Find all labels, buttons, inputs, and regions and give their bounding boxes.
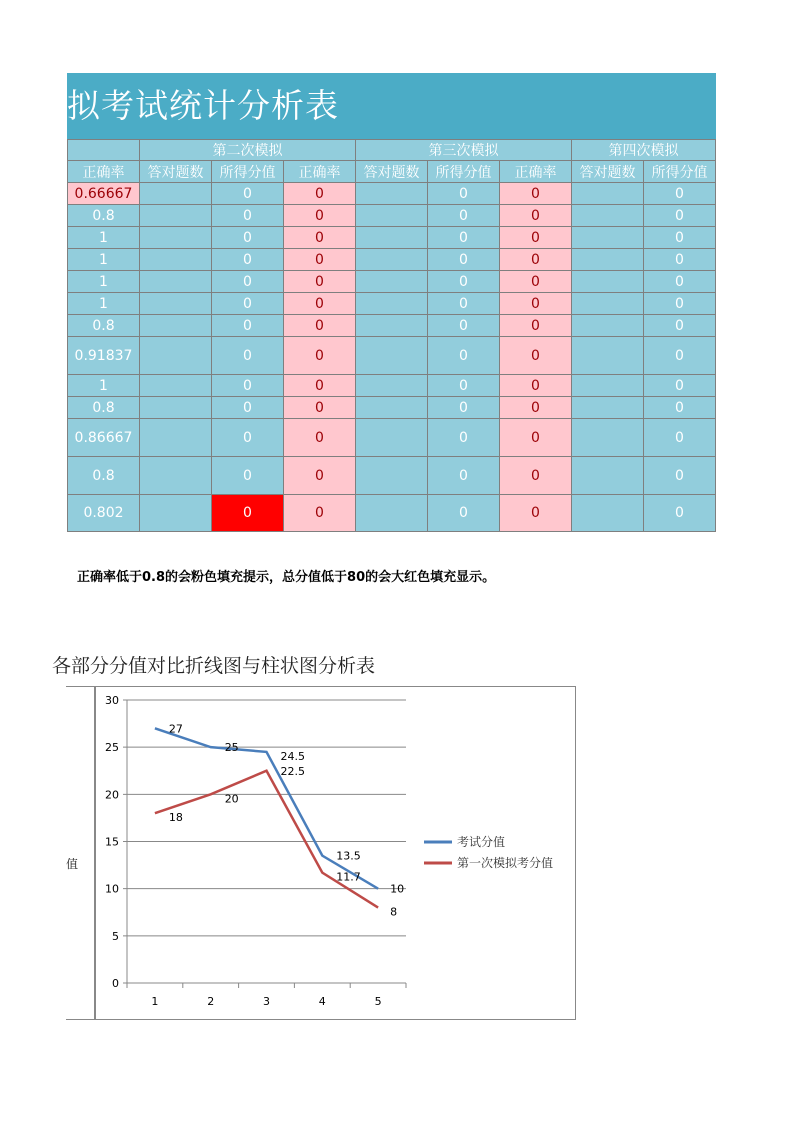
- score-cell[interactable]: 0: [428, 293, 500, 315]
- column-header[interactable]: 答对题数: [356, 161, 428, 183]
- y-tick-label: 20: [105, 788, 119, 802]
- column-header[interactable]: 所得分值: [212, 161, 284, 183]
- score-cell[interactable]: 0: [212, 397, 284, 419]
- rate-cell[interactable]: 0: [500, 457, 572, 495]
- data-label: 8: [390, 905, 398, 919]
- rate-cell[interactable]: 0: [500, 249, 572, 271]
- data-label: 13.5: [336, 849, 361, 863]
- rate-cell[interactable]: 0: [284, 315, 356, 337]
- data-label: 11.7: [336, 870, 361, 884]
- column-header[interactable]: 答对题数: [572, 161, 644, 183]
- score-cell[interactable]: 0: [212, 419, 284, 457]
- rate-cell[interactable]: 0.8: [68, 315, 140, 337]
- score-cell[interactable]: 0: [644, 397, 716, 419]
- rate-cell[interactable]: 0: [500, 183, 572, 205]
- rate-cell[interactable]: 0: [284, 227, 356, 249]
- x-tick-label: 1: [151, 995, 159, 1008]
- y-axis-label: 值: [66, 857, 79, 871]
- score-cell[interactable]: 0: [428, 249, 500, 271]
- score-cell[interactable]: 0: [212, 315, 284, 337]
- note-text: 正确率低于0.8的会粉色填充提示，总分值低于80的会大红色填充显示。: [77, 570, 496, 585]
- score-cell[interactable]: 0: [644, 271, 716, 293]
- score-cell[interactable]: 0: [644, 227, 716, 249]
- rate-cell[interactable]: 0: [500, 205, 572, 227]
- group-header[interactable]: 第四次模拟: [572, 140, 716, 161]
- rate-cell[interactable]: 0: [500, 375, 572, 397]
- rate-cell[interactable]: 0.86667: [68, 419, 140, 457]
- y-tick-label: 15: [105, 835, 119, 849]
- group-header[interactable]: 第二次模拟: [140, 140, 356, 161]
- data-label: 25: [224, 741, 239, 755]
- legend-label: 考试分值: [457, 835, 506, 849]
- score-cell[interactable]: 0: [644, 315, 716, 337]
- data-label: 24.5: [280, 749, 305, 763]
- series-line-1: [155, 771, 378, 908]
- score-cell[interactable]: 0: [428, 397, 500, 419]
- score-cell[interactable]: 0: [644, 495, 716, 532]
- column-header[interactable]: 正确率: [68, 161, 140, 183]
- rate-cell[interactable]: 0: [284, 249, 356, 271]
- rate-cell[interactable]: 1: [68, 227, 140, 249]
- x-tick-label: 3: [263, 995, 270, 1008]
- rate-cell[interactable]: 1: [68, 271, 140, 293]
- score-cell[interactable]: 0: [644, 457, 716, 495]
- x-tick-label: 5: [374, 995, 382, 1008]
- score-cell[interactable]: 0: [212, 271, 284, 293]
- score-cell[interactable]: 0: [428, 457, 500, 495]
- rate-cell[interactable]: 0: [500, 227, 572, 249]
- data-label: 20: [224, 792, 239, 806]
- column-header[interactable]: 所得分值: [644, 161, 716, 183]
- y-tick-label: 0: [112, 977, 119, 990]
- rate-cell[interactable]: 0: [500, 419, 572, 457]
- score-cell[interactable]: 0: [212, 249, 284, 271]
- score-cell[interactable]: 0: [644, 375, 716, 397]
- score-cell[interactable]: 0: [428, 227, 500, 249]
- score-cell[interactable]: 0: [212, 205, 284, 227]
- rate-cell[interactable]: 0: [284, 293, 356, 315]
- rate-cell[interactable]: 0.8: [68, 205, 140, 227]
- score-cell[interactable]: 0: [212, 227, 284, 249]
- group-header[interactable]: 第三次模拟: [356, 140, 572, 161]
- series-line-0: [155, 728, 378, 888]
- column-header[interactable]: 答对题数: [140, 161, 212, 183]
- column-header[interactable]: 所得分值: [428, 161, 500, 183]
- score-cell[interactable]: 0: [428, 183, 500, 205]
- column-header[interactable]: 正确率: [500, 161, 572, 183]
- rate-cell[interactable]: 0.8: [68, 457, 140, 495]
- data-label: 27: [168, 722, 183, 736]
- y-tick-label: 5: [112, 929, 119, 943]
- rate-cell[interactable]: 0: [284, 183, 356, 205]
- chart-title-text: 各部分分值对比折线图与柱状图分析表: [52, 655, 376, 677]
- rate-cell[interactable]: 0: [284, 375, 356, 397]
- score-cell[interactable]: 0: [428, 205, 500, 227]
- rate-cell[interactable]: 0.8: [68, 397, 140, 419]
- rate-cell[interactable]: 0: [284, 495, 356, 532]
- score-cell[interactable]: 0: [644, 337, 716, 375]
- score-cell[interactable]: 0: [644, 419, 716, 457]
- score-cell[interactable]: 0: [428, 271, 500, 293]
- score-cell[interactable]: 0: [644, 205, 716, 227]
- score-cell[interactable]: 0: [644, 293, 716, 315]
- rate-cell[interactable]: 0: [284, 457, 356, 495]
- x-tick-label: 2: [207, 995, 215, 1008]
- column-header[interactable]: 正确率: [284, 161, 356, 183]
- rate-cell[interactable]: 0: [500, 397, 572, 419]
- score-cell[interactable]: 0: [428, 337, 500, 375]
- rate-cell[interactable]: 0: [500, 495, 572, 532]
- score-cell[interactable]: 0: [428, 375, 500, 397]
- rate-cell[interactable]: 0: [284, 205, 356, 227]
- rate-cell[interactable]: 0: [284, 337, 356, 375]
- score-cell[interactable]: 0: [428, 315, 500, 337]
- score-cell[interactable]: 0: [212, 457, 284, 495]
- score-cell[interactable]: 0: [428, 495, 500, 532]
- y-tick-label: 25: [105, 741, 119, 755]
- y-tick-label: 30: [105, 694, 119, 707]
- x-tick-label: 4: [318, 995, 326, 1008]
- sheet-title: 拟考试统计分析表: [67, 73, 716, 139]
- score-cell[interactable]: 0: [644, 249, 716, 271]
- rate-cell[interactable]: 0.91837: [68, 337, 140, 375]
- score-cell[interactable]: 0: [212, 183, 284, 205]
- data-label: 18: [168, 811, 183, 825]
- score-cell[interactable]: 0: [428, 419, 500, 457]
- rate-cell[interactable]: 0.66667: [68, 183, 140, 205]
- data-label: 10: [390, 882, 405, 896]
- score-cell[interactable]: 0: [212, 495, 284, 532]
- rate-cell[interactable]: 1: [68, 293, 140, 315]
- rate-cell[interactable]: 1: [68, 375, 140, 397]
- score-cell[interactable]: 0: [212, 375, 284, 397]
- data-label: 22.5: [280, 764, 305, 778]
- rate-cell[interactable]: 0: [284, 419, 356, 457]
- score-cell[interactable]: 0: [212, 293, 284, 315]
- rate-cell[interactable]: 0: [500, 315, 572, 337]
- rate-cell[interactable]: 0: [500, 337, 572, 375]
- score-cell[interactable]: 0: [212, 337, 284, 375]
- rate-cell[interactable]: 0: [284, 397, 356, 419]
- rate-cell[interactable]: 0: [284, 271, 356, 293]
- rate-cell[interactable]: 0: [500, 293, 572, 315]
- legend-label: 第一次模拟考分值: [457, 856, 554, 870]
- rate-cell[interactable]: 0.802: [68, 495, 140, 532]
- rate-cell[interactable]: 1: [68, 249, 140, 271]
- y-tick-label: 10: [105, 882, 119, 896]
- rate-cell[interactable]: 0: [500, 271, 572, 293]
- score-cell[interactable]: 0: [644, 183, 716, 205]
